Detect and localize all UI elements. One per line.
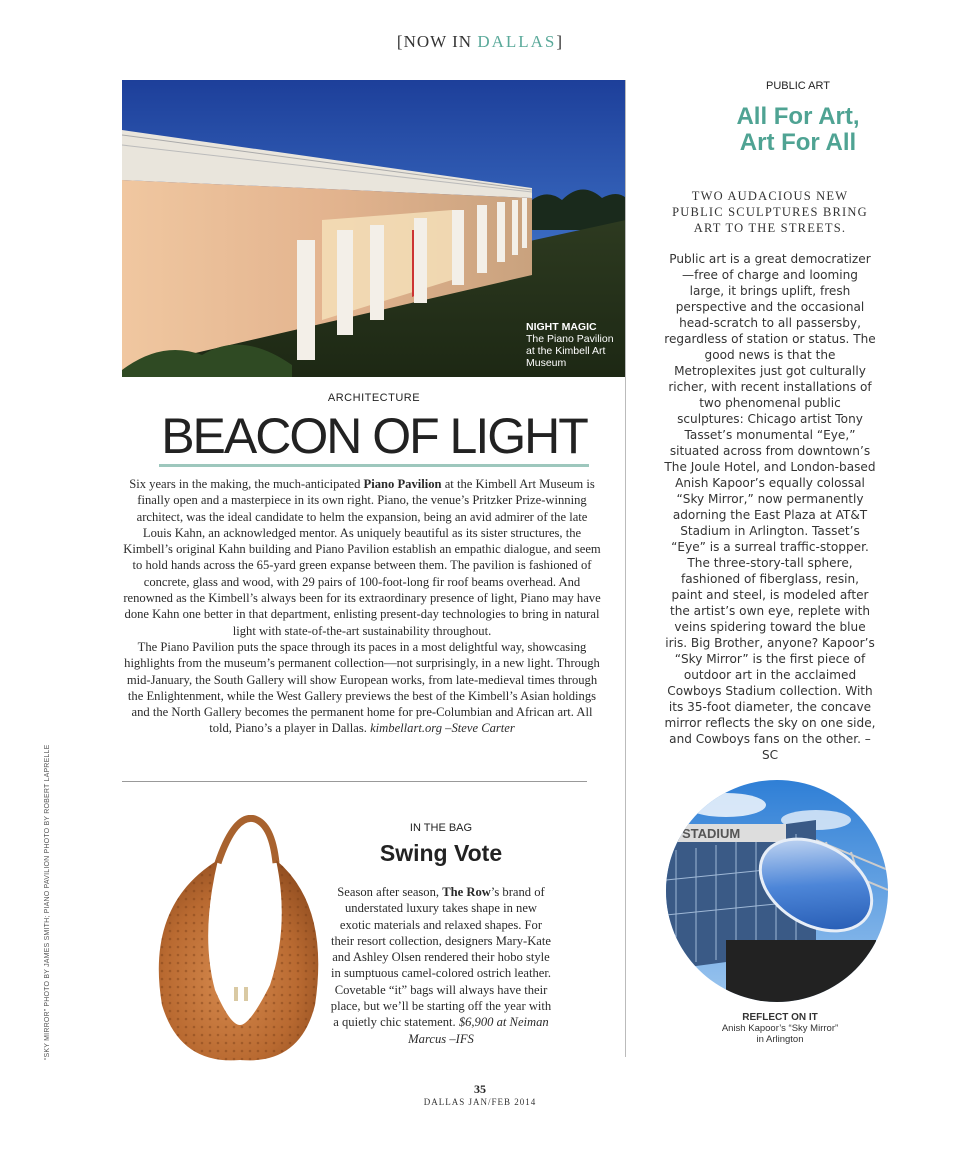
byline: $6,900 at Neiman Marcus –IFS (408, 1015, 549, 1046)
stadium-sign: STADIUM (682, 826, 741, 841)
section-city: DALLAS (477, 32, 557, 51)
public-art-deck: TWO AUDACIOUS NEW PUBLIC SCULPTURES BRING ART TO THE STREETS. (672, 189, 868, 235)
bag-kicker: IN THE BAG (409, 822, 473, 834)
publication-footer: DALLAS JAN/FEB 2014 (423, 1097, 537, 1107)
paragraph: Six years in the making, the much-anticipated Piano Pavilion at the Kimbell Art Museum is finally open and a masterpiece in its own right. Piano, the venue’s Pritzker Prize-winning architect, was the ideal candidate to helm the expansion, being an avid admirer of the late Louis Kahn, an acknowledged mentor. As uniquely beautiful as its sister structures, the Kimbell’s original Kahn building and Piano Pavilion establish an empathic dialogue, and seem to hold hands across the 65-yard green expanse between them. The pavilion is fashioned of concrete, glass and wood, with 29 pairs of 100-foot-long fir roof beams overhead. And renowned as the Kimbell’s always been for its extraordinary presence of light, Piano may have done Kahn one better in that department, enlisting present-day technologies to bring in natural light with state-of-the-art sustainability throughout. (123, 477, 601, 638)
photo-credit: “SKY MIRROR” PHOTO BY JAMES SMITH; PIANO PAVILION PHOTO BY ROBERT LAPRELLE (44, 744, 51, 1060)
paragraph: The Piano Pavilion puts the space through its paces in a most delightful way, showcasing highlights from the museum’s permanent collection—not surprisingly, in a new light. Through mid-January, the South Gallery will show European works, from late-medieval times through the Enlightenment, while the West Gallery previews the best of the Kimbell’s Asian holdings and the North Gallery becomes the permanent home for pre-Columbian and African art. All told, Piano’s a player in Dallas. kimbellart.org –Steve Carter (124, 639, 600, 736)
pavilion-photo (122, 80, 626, 377)
public-art-body: Public art is a great democratizer—free of charge and looming large, it brings uplift, fresh perspective and the occasional head-scratch to all passersby, regardless of station or status. The good news is that the Metroplexites just got culturally richer, with recent installations of two phenomenal public sculptures: Chicago artist Tony Tasset’s monumental “Eye,” situated across from downtown’s The Joule Hotel, and London-based Anish Kapoor’s equally colossal “Sky Mirror,” now permanently adorning the East Plaza at AT&T Stadium in Arlington. Tasset’s “Eye” is a surreal traffic-stopper. The three-story-tall sphere, fashioned of fiberglass, resin, paint and steel, is modeled after the artist’s own eye, replete with veins spidering toward the blue iris. Big Brother, anyone? Kapoor’s “Sky Mirror” is the first piece of outdoor art in the acclaimed Cowboys Stadium collection. With its 35-foot diameter, the concave mirror reflects the sky on one side, and Cowboys fans on the other. –SC (664, 252, 876, 762)
section-header: [NOW IN DALLAS] (396, 32, 564, 51)
article-body (122, 476, 602, 737)
bag-title: Swing Vote (379, 840, 503, 866)
architecture-kicker: ARCHITECTURE (327, 392, 421, 404)
public-art-kicker: PUBLIC ART (766, 80, 830, 92)
page-number: 35 (474, 1082, 486, 1096)
pavilion-caption: NIGHT MAGIC The Piano Pavilion at the Kimbell Art Museum (526, 321, 614, 369)
article-title: BEACON OF LIGHT (122, 408, 626, 467)
sky-mirror-photo (666, 780, 888, 1002)
section-divider (122, 781, 587, 782)
column-divider (625, 80, 626, 1057)
bag-body: Season after season, The Row’s brand of understated luxury takes shape in new exotic materials and relaxed shapes. For their resort collection, designers Mary-Kate and Ashley Olsen rendered their hobo style in sumptuous camel-colored ostrich leather. Covetable “it” bags will always have their place, but we’ll be starting off the year with a quietly chic statement. $6,900 at Neiman Marcus –IFS (330, 885, 552, 1046)
byline: kimbellart.org –Steve Carter (370, 721, 515, 736)
sky-mirror-caption: REFLECT ON IT Anish Kapoor’s “Sky Mirror” in Arlington (721, 1012, 839, 1045)
public-art-title: All For Art, Art For All (736, 103, 860, 156)
hobo-bag-photo (150, 815, 330, 1065)
